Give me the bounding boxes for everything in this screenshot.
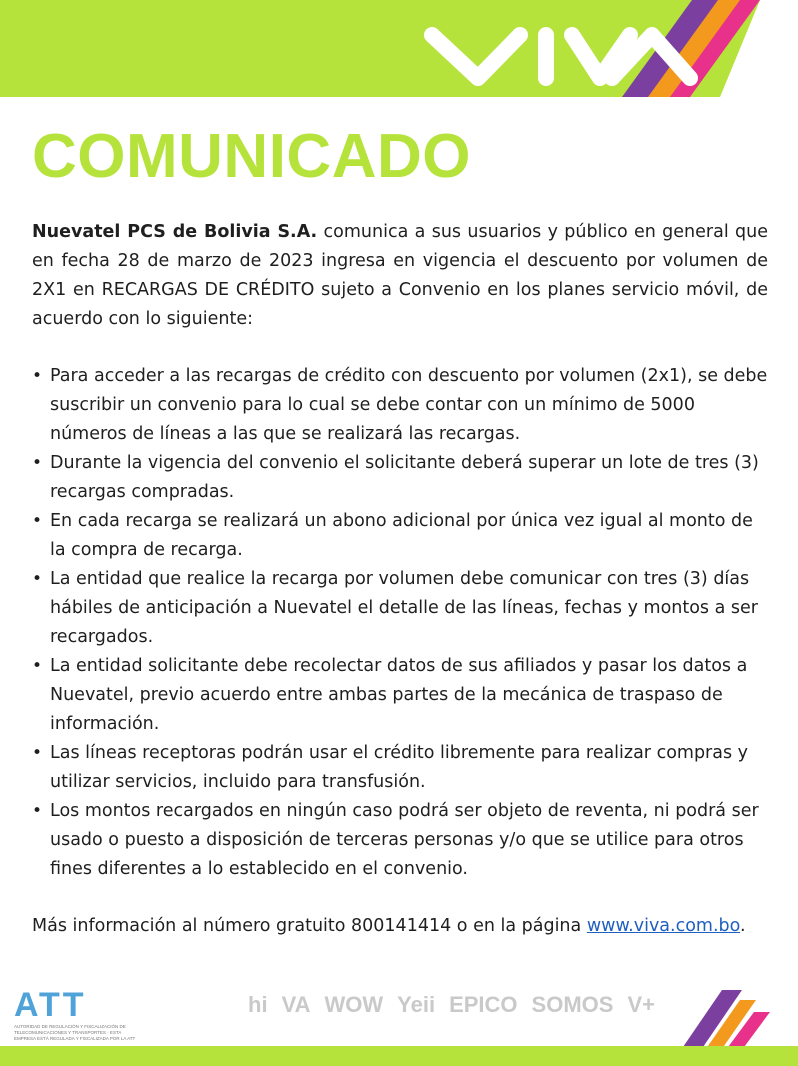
brand-vplus-logo: V+ xyxy=(627,992,655,1017)
footer-decoration xyxy=(0,978,798,1066)
list-item: • En cada recarga se realizará un abono adicional por única vez igual al monto de la compra de recarga. xyxy=(32,507,768,565)
brand-va-logo: VA xyxy=(281,992,311,1017)
conditions-list xyxy=(32,362,768,884)
brand-epico-logo: EPICO xyxy=(449,992,518,1017)
intro-paragraph xyxy=(32,218,768,334)
footer-green-strip xyxy=(0,1046,798,1066)
intro-text: comunica a sus usuarios y público en general que en fecha 28 de marzo de 2023 ingresa en vigencia el descuento por volumen de 2X1 en RECARGAS DE CRÉDITO sujeto a Convenio en los planes servicio móvil, de acuerdo con lo siguiente: xyxy=(32,222,768,329)
brand-wow-logo: WOW xyxy=(324,992,384,1017)
brand-hi-logo: hi xyxy=(248,992,268,1017)
more-info-suffix: . xyxy=(740,916,746,936)
communique-body xyxy=(32,218,768,941)
brand-somos-logo: SOMOS xyxy=(531,992,614,1017)
list-item: • La entidad que realice la recarga por volumen debe comunicar con tres (3) días hábiles de anticipación a Nuevatel el detalle de las líneas, fechas y montos a ser recargados. xyxy=(32,565,768,652)
list-item: • Para acceder a las recargas de crédito con descuento por volumen (2x1), se debe suscribir un convenio para lo cual se debe contar con un mínimo de 5000 números de líneas a las que se realizará las recargas. xyxy=(32,362,768,449)
list-item: • Durante la vigencia del convenio el solicitante deberá superar un lote de tres (3) recargas compradas. xyxy=(32,449,768,507)
page-title: COMUNICADO xyxy=(32,122,471,191)
more-info-text: Más información al número gratuito 800141414 o en la página xyxy=(32,916,587,936)
more-info xyxy=(32,912,768,941)
att-logo: ATT xyxy=(14,986,87,1024)
website-link[interactable]: www.viva.com.bo xyxy=(586,916,741,936)
att-subtitle: AUTORIDAD DE REGULACIÓN Y FISCALIZACIÓN DE TELECOMUNICACIONES Y TRANSPORTES · ESTA EMPRESA ESTÁ REGULADA Y FISCALIZADA POR LA ATT xyxy=(14,1024,136,1041)
company-name: Nuevatel PCS de Bolivia S.A. xyxy=(32,222,318,242)
header-banner xyxy=(0,0,798,97)
list-item: • Las líneas receptoras podrán usar el crédito libremente para realizar compras y utilizar servicios, incluido para transfusión. xyxy=(32,739,768,797)
list-item: • La entidad solicitante debe recolectar datos de sus afiliados y pasar los datos a Nuevatel, previo acuerdo entre ambas partes de la mecánica de traspaso de información. xyxy=(32,652,768,739)
brand-yeii-logo: Yeii xyxy=(397,992,436,1017)
list-item: • Los montos recargados en ningún caso podrá ser objeto de reventa, ni podrá ser usado o puesto a disposición de terceras personas y/o que se utilice para otros fines diferentes a lo establecido en el convenio. xyxy=(32,797,768,884)
